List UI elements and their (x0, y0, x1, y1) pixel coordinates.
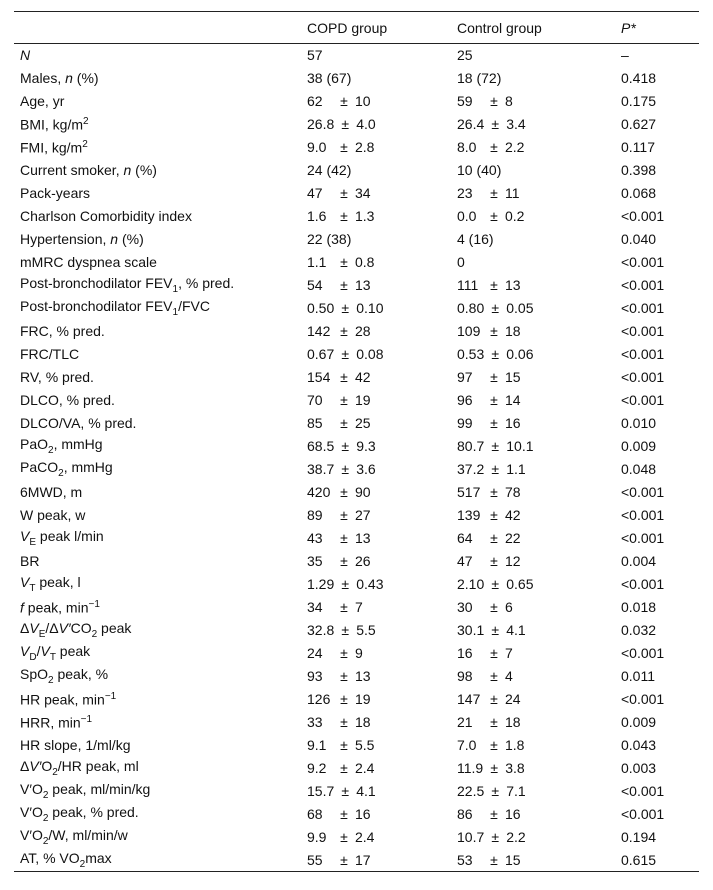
copd-value: 38.7 ± 3.6 (307, 461, 376, 477)
control-value: 11.9 ± 3.8 (457, 760, 525, 776)
copd-value: 9.9 ± 2.4 (307, 829, 375, 845)
p-value: 0.009 (621, 714, 657, 730)
copd-value: 68.5 ± 9.3 (307, 438, 376, 454)
p-value: 0.048 (621, 461, 657, 477)
copd-value: 85 ± 25 (307, 415, 371, 431)
row-label: Hypertension, n (%) (20, 231, 144, 247)
p-value: 0.615 (615, 849, 699, 872)
row-label: BR (20, 553, 40, 569)
table-row (14, 734, 699, 757)
p-value: 0.009 (621, 438, 657, 454)
row-label: FRC/TLC (20, 346, 80, 362)
copd-value: 47 ± 34 (307, 185, 371, 201)
p-value: <0.001 (621, 783, 665, 799)
copd-value: 15.7 ± 4.1 (307, 783, 376, 799)
copd-value: 26.8 ± 4.0 (307, 116, 376, 132)
p-value: 0.003 (621, 760, 657, 776)
control-value: 30 ± 6 (457, 599, 513, 615)
copd-value: 35 ± 26 (307, 553, 371, 569)
p-value: <0.001 (621, 277, 665, 293)
table-row (14, 228, 699, 251)
copd-value: 57 (307, 47, 323, 64)
row-label: Charlson Comorbidity index (20, 208, 192, 224)
row-label: f peak, $\min^{-1}$ (20, 598, 100, 616)
table-row (14, 320, 699, 343)
p-value: 0.175 (621, 93, 657, 109)
control-value: 147 ± 24 (457, 691, 521, 707)
copd-value: 1.1 ± 0.8 (307, 254, 375, 270)
row-label: $V_T$ peak, l (20, 574, 81, 594)
row-label: SpO$_2$ peak, % (20, 666, 109, 686)
row-label: DLCO/VA, % pred. (20, 415, 137, 431)
copd-value: 55 ± 17 (301, 849, 451, 872)
control-value: 111 ± 13 (457, 277, 521, 293)
table-row (14, 596, 699, 619)
copd-value: 33 ± 18 (307, 714, 371, 730)
table-row (14, 435, 699, 458)
p-value: <0.001 (621, 576, 665, 592)
control-value: 80.7 ± 10.1 (457, 438, 534, 454)
copd-value: 1.29 ± 0.43 (307, 576, 384, 592)
table-row (14, 826, 699, 849)
copd-value: 89 ± 27 (307, 507, 371, 523)
table-row (14, 527, 699, 550)
p-value: – (621, 47, 629, 64)
copd-value: 22 (38) (307, 231, 352, 247)
p-value: <0.001 (621, 208, 665, 224)
row-label: Post-bronchodilator $FEV_1$/FVC (20, 298, 210, 318)
p-value: <0.001 (621, 254, 665, 270)
copd-value: 34 ± 7 (307, 599, 363, 615)
control-value: 0.53 ± 0.06 (457, 346, 534, 362)
copd-value: 9.1 ± 5.5 (307, 737, 375, 753)
row-label: N (20, 47, 31, 64)
p-value: 0.398 (621, 162, 657, 178)
control-value: 98 ± 4 (457, 668, 513, 684)
copd-value: 9.2 ± 2.4 (307, 760, 375, 776)
table-header-row (14, 12, 699, 44)
control-value: 517 ± 78 (457, 484, 521, 500)
table-row (14, 90, 699, 113)
control-value: 0.0 ± 0.2 (457, 208, 525, 224)
control-value: 18 (72) (457, 70, 502, 86)
control-value: 10 (40) (457, 162, 502, 178)
copd-value: 0.50 ± 0.10 (307, 300, 384, 316)
control-value: 99 ± 16 (457, 415, 521, 431)
p-value: 0.117 (621, 139, 655, 155)
copd-value: 142 ± 28 (307, 323, 371, 339)
table-row (14, 44, 699, 67)
control-value: 0 (457, 254, 465, 270)
table-row (14, 159, 699, 182)
control-value: 47 ± 12 (457, 553, 521, 569)
copd-value: 420 ± 90 (307, 484, 371, 500)
table-row (14, 573, 699, 596)
row-label: $\Delta V_E/\Delta V'CO_2$ peak (20, 620, 132, 640)
p-value: 0.068 (621, 185, 657, 201)
row-label: DLCO, % pred. (20, 392, 115, 408)
control-value: 21 ± 18 (457, 714, 521, 730)
p-value: 0.032 (621, 622, 657, 638)
control-value: 97 ± 15 (457, 369, 521, 385)
control-value: 23 ± 11 (457, 185, 520, 201)
control-value: 64 ± 22 (457, 530, 521, 546)
table-row (14, 274, 699, 297)
row-label: Post-bronchodilator $FEV_1$, % pred. (20, 275, 235, 295)
copd-value: 54 ± 13 (307, 277, 371, 293)
row-label: PaCO$_2$, mmHg (20, 459, 113, 479)
table-row (14, 780, 699, 803)
baseline-characteristics-table (14, 11, 699, 872)
table-row (14, 550, 699, 573)
table-row (14, 665, 699, 688)
p-value: <0.001 (621, 806, 665, 822)
control-value: 30.1 ± 4.1 (457, 622, 526, 638)
control-value: 139 ± 42 (457, 507, 521, 523)
header-control-group: Control group (451, 12, 615, 44)
row-label: Pack-years (20, 185, 91, 201)
row-label: $V_D/V_T$ peak (20, 643, 91, 663)
control-value: 4 (16) (457, 231, 494, 247)
row-label: $V'O_2/W$, ml/min/w (20, 827, 128, 847)
copd-value: 0.67 ± 0.08 (307, 346, 384, 362)
control-value: 96 ± 14 (457, 392, 521, 408)
copd-value: 126 ± 19 (307, 691, 371, 707)
header-p-value: P* (615, 12, 699, 44)
control-value: 37.2 ± 1.1 (457, 461, 526, 477)
copd-value: 68 ± 16 (307, 806, 371, 822)
table-row (14, 458, 699, 481)
copd-value: 70 ± 19 (307, 392, 371, 408)
row-label: $V'O_2$ peak, % pred. (20, 804, 139, 824)
row-label: HR peak, $\min^{-1}$ (20, 690, 117, 708)
control-value: 53 ± 15 (451, 849, 615, 872)
table-row (14, 205, 699, 228)
p-value: 0.418 (621, 70, 657, 86)
control-value: 22.5 ± 7.1 (457, 783, 526, 799)
table-row (14, 343, 699, 366)
p-value: <0.001 (621, 369, 665, 385)
row-label: Current smoker, n (%) (20, 162, 157, 178)
table-row (14, 251, 699, 274)
table-row (14, 619, 699, 642)
p-value: 0.010 (621, 415, 657, 431)
copd-value: 38 (67) (307, 70, 352, 86)
row-label: W peak, w (20, 507, 86, 523)
p-value: <0.001 (621, 645, 665, 661)
table-row (14, 297, 699, 320)
table-row (14, 504, 699, 527)
row-label: FRC, % pred. (20, 323, 105, 339)
control-value: 2.10 ± 0.65 (457, 576, 534, 592)
row-label: Age, yr (20, 93, 65, 109)
row-label: 6MWD, m (20, 484, 83, 500)
copd-value: 32.8 ± 5.5 (307, 622, 376, 638)
copd-value: 154 ± 42 (307, 369, 371, 385)
table-row (14, 136, 699, 159)
control-value: 59 ± 8 (457, 93, 513, 109)
header-label (14, 12, 301, 44)
control-value: 0.80 ± 0.05 (457, 300, 534, 316)
control-value: 86 ± 16 (457, 806, 521, 822)
control-value: 25 (457, 47, 473, 64)
table-row (14, 113, 699, 136)
copd-value: 24 ± 9 (307, 645, 363, 661)
copd-value: 1.6 ± 1.3 (307, 208, 375, 224)
control-value: 26.4 ± 3.4 (457, 116, 526, 132)
p-value: 0.043 (621, 737, 657, 753)
p-value: <0.001 (621, 530, 665, 546)
row-label: AT, % $VO_2\max$ (14, 849, 301, 872)
table-body (14, 44, 699, 872)
table-row (14, 481, 699, 504)
row-label: PaO$_2$, mmHg (20, 436, 103, 456)
copd-value: 93 ± 13 (307, 668, 371, 684)
table-row (14, 803, 699, 826)
copd-value: 43 ± 13 (307, 530, 371, 546)
p-value: 0.004 (621, 553, 657, 569)
header-copd-group: COPD group (301, 12, 451, 44)
row-label: FMI, $kg/m^2$ (20, 138, 88, 156)
row-label: $\Delta V'O_2/HR$ peak, ml (20, 758, 139, 778)
control-value: 7.0 ± 1.8 (457, 737, 525, 753)
control-value: 109 ± 18 (457, 323, 521, 339)
row-label: HR slope, 1/ml/kg (20, 737, 131, 753)
table-row (14, 389, 699, 412)
table-row (14, 412, 699, 435)
p-value: 0.011 (621, 668, 655, 684)
table-row (14, 711, 699, 734)
p-value: 0.040 (621, 231, 657, 247)
copd-value: 24 (42) (307, 162, 352, 178)
table-row (14, 182, 699, 205)
p-value: 0.627 (621, 116, 657, 132)
row-label: Males, n (%) (20, 70, 99, 86)
p-value: <0.001 (621, 392, 665, 408)
p-value: 0.194 (621, 829, 657, 845)
control-value: 10.7 ± 2.2 (457, 829, 526, 845)
table-row (14, 366, 699, 389)
p-value: <0.001 (621, 300, 665, 316)
p-value: <0.001 (621, 346, 665, 362)
copd-value: 9.0 ± 2.8 (307, 139, 375, 155)
row-label: mMRC dyspnea scale (20, 254, 157, 270)
p-value: <0.001 (621, 507, 665, 523)
p-value: 0.018 (621, 599, 657, 615)
table-row (14, 849, 699, 872)
row-label: HRR, $\min^{-1}$ (20, 713, 93, 731)
row-label: $V_E$ peak l/min (20, 528, 104, 548)
control-value: 8.0 ± 2.2 (457, 139, 525, 155)
table-row (14, 688, 699, 711)
table-row (14, 67, 699, 90)
p-value: <0.001 (621, 323, 665, 339)
control-value: 16 ± 7 (457, 645, 513, 661)
table-row (14, 757, 699, 780)
row-label: $V'O_2$ peak, ml/min/kg (20, 781, 151, 801)
row-label: BMI, $kg/m^2$ (20, 115, 89, 133)
row-label: RV, % pred. (20, 369, 94, 385)
copd-value: 62 ± 10 (307, 93, 371, 109)
p-value: <0.001 (621, 484, 665, 500)
p-value: <0.001 (621, 691, 665, 707)
table-row (14, 642, 699, 665)
